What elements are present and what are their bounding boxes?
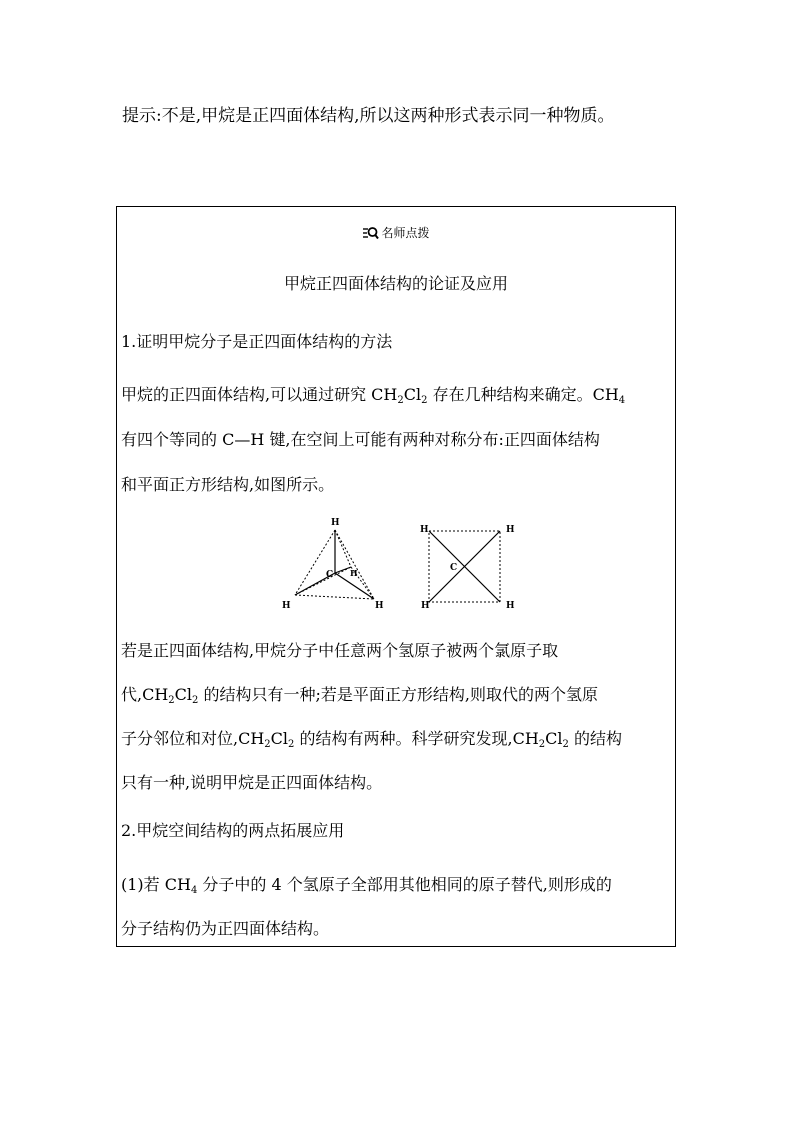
tetra-h-right: H <box>375 601 384 611</box>
tetra-c: C <box>326 570 334 580</box>
paragraph-2-line-4: 只有一种,说明甲烷是正四面体结构。 <box>121 773 383 792</box>
tetrahedron-diagram <box>282 518 384 611</box>
square-planar-diagram <box>420 525 515 611</box>
paragraph-2-line-2: 代$,CH_2Cl_2$ 的结构只有一种;若是平面正方形结构,则取代的两个氢原 <box>121 685 598 706</box>
square-h-tl: H <box>420 525 429 535</box>
box-header-label: 名师点拨 <box>381 226 430 240</box>
square-c: C <box>450 563 458 573</box>
square-h-br: H <box>506 601 515 611</box>
square-h-bl: H <box>421 601 430 611</box>
paragraph-1 <box>121 384 673 496</box>
magnifier-book-icon <box>362 226 379 240</box>
section2-title: 2.甲烷空间结构的两点拓展应用 <box>121 821 345 840</box>
paragraph-2 <box>121 640 673 794</box>
paragraph-1-line-2: 有四个等同的 C—H 键,在空间上可能有两种对称分布:正四面体结构 <box>121 430 600 449</box>
tetra-h-top: H <box>331 518 340 528</box>
paragraph-3-line-2: 分子结构仍为正四面体结构。 <box>121 919 330 938</box>
paragraph-3-line-1: (1)若 $CH_4$ 分子中的 4 个氢原子全部用其他相同的原子替代,则形成的 <box>121 875 612 896</box>
section1-title: 1.证明甲烷分子是正四面体结构的方法 <box>121 332 393 351</box>
paragraph-3 <box>121 874 673 940</box>
square-h-tr: H <box>506 525 515 535</box>
hint-text: 提示:不是,甲烷是正四面体结构,所以这两种形式表示同一种物质。 <box>122 106 615 126</box>
box-header <box>117 225 675 241</box>
methane-structure-figure <box>277 517 517 617</box>
teacher-tips-box <box>116 206 676 947</box>
paragraph-1-line-1: 甲烷的正四面体结构,可以通过研究 $CH_2Cl_2$ 存在几种结构来确定。$CH_4$ <box>121 385 626 406</box>
paragraph-2-line-3: 子分邻位和对位$,CH_2Cl_2$ 的结构有两种。科学研究发现$,CH_2Cl_2$ 的结构 <box>121 729 622 750</box>
paragraph-1-line-3: 和平面正方形结构,如图所示。 <box>121 475 335 494</box>
box-title: 甲烷正四面体结构的论证及应用 <box>283 274 508 293</box>
tetra-h-back: H <box>350 568 358 578</box>
tetra-h-left: H <box>282 601 291 611</box>
paragraph-2-line-1: 若是正四面体结构,甲烷分子中任意两个氢原子被两个氯原子取 <box>121 641 559 660</box>
